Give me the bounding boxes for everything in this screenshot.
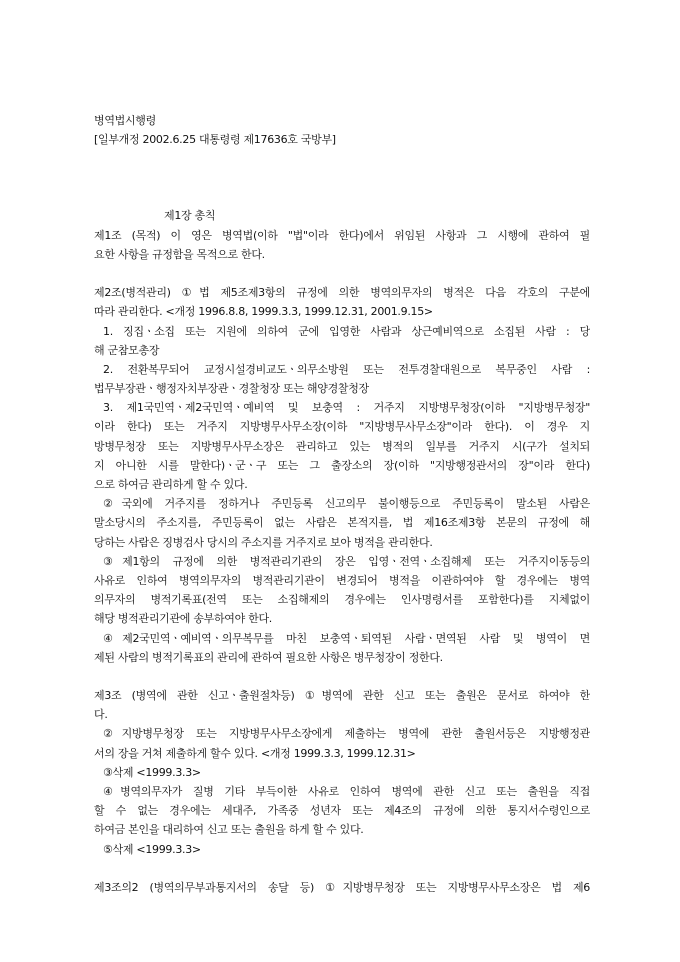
article-2-line: 제2조(병적관리) ①법 제5조제3항의 규정에 의한 병역의무자의 병적은 다음 각호의 구분에: [94, 286, 590, 300]
article-2-item-3: 이라 한다) 또는 거주지 지방병무사무소장(이하 "지방병무사무소장"이라 한다). 이 경우 지: [94, 420, 590, 434]
law-title: 병역법시행령: [94, 114, 156, 127]
article-2-item-3: 3. 제1국민역ㆍ제2국민역ㆍ예비역 및 보충역 : 거주지 지방병무청장(이하 "지방병무청장": [103, 401, 590, 415]
article-3-paragraph-4: 할 수 없는 경우에는 세대주, 가족중 성년자 또는 제4조의 규정에 의한 통지서수령인으로: [94, 804, 590, 818]
article-3-2-line: 제3조의2 (병역의무부과통지서의 송달 등) ①지방병무청장 또는 지방병무사무소장은 법 제6: [94, 880, 590, 894]
chapter-heading: 제1장 총칙: [164, 209, 216, 223]
article-2-paragraph-3: ③제1항의 규정에 의한 병적관리기관의 장은 입영ㆍ전역ㆍ소집해제 또는 거주지이동등의: [103, 554, 590, 568]
spacer: [94, 149, 590, 206]
article-2-paragraph-2: 당하는 사람은 징병검사 당시의 주소지를 거주지로 보아 병적을 관리한다.: [94, 535, 433, 549]
article-2-paragraph-3: 사유로 인하여 병역의무자의 병적관리기관이 변경되어 병적을 이관하여야 할 경우에는 병역: [94, 573, 590, 587]
article-3-paragraph-5: ⑤삭제 <1999.3.3>: [103, 842, 201, 856]
article-1-line: 제1조 (목적) 이 영은 병역법(이하 "법"이라 한다)에서 위임된 사항과 그 시행에 관하여 필: [94, 228, 590, 242]
article-2-item-3: 지 아니한 시를 말한다)ㆍ군ㆍ구 또는 그 출장소의 장(이하 "지방행정관서의 장"이라 한다): [94, 458, 590, 472]
article-2-paragraph-4: 제된 사람의 병적기록표의 관리에 관하여 필요한 사항은 병무청장이 정한다.: [94, 650, 443, 664]
article-3-line: 다.: [94, 708, 108, 722]
article-2-item-3: 방병무청장 또는 지방병무사무소장은 관리하고 있는 병적의 일부를 거주지 시(구가 설치되: [94, 439, 590, 453]
article-2-line: 따라 관리한다. <개정 1996.8.8, 1999.3.3, 1999.12.31, 2001.9.15>: [94, 305, 433, 319]
article-2-paragraph-3: 의무자의 병적기록표(전역 또는 소집해제의 경우에는 인사명령서를 포함한다)를 지체없이: [94, 593, 590, 607]
article-2-item-2: 법무부장관ㆍ행정자치부장관ㆍ경찰청장 또는 해양경찰청장: [94, 382, 369, 396]
article-2-paragraph-2: 말소당시의 주소지를, 주민등록이 없는 사람은 본적지를, 법 제16조제3항 본문의 규정에 해: [94, 516, 590, 530]
article-3-paragraph-4: 하여금 본인을 대리하여 신고 또는 출원을 하게 할 수 있다.: [94, 823, 364, 837]
article-2-item-2: 2. 전환복무되어 교정시설경비교도ㆍ의무소방원 또는 전투경찰대원으로 복무중인 사람 :: [103, 362, 590, 376]
article-3-paragraph-2: ②지방병무청장 또는 지방병무사무소장에게 제출하는 병역에 관한 출원서등은 지방행정관: [103, 727, 590, 741]
article-3-line: 제3조 (병역에 관한 신고ㆍ출원절차등) ①병역에 관한 신고 또는 출원은 문서로 하여야 한: [94, 689, 590, 703]
article-2-paragraph-4: ④제2국민역ㆍ예비역ㆍ의무복무를 마친 보충역ㆍ퇴역된 사람ㆍ면역된 사람 및 병역이 면: [103, 631, 590, 645]
spacer: [94, 667, 590, 686]
article-2-item-3: 으로 하여금 관리하게 할 수 있다.: [94, 478, 248, 491]
article-3-paragraph-3: ③삭제 <1999.3.3>: [103, 765, 201, 779]
article-2-item-1: 해 군참모총장: [94, 343, 160, 357]
article-2-item-1: 1. 징집ㆍ소집 또는 지원에 의하여 군에 입영한 사람과 상근예비역으로 소집된 사람 : 당: [103, 324, 590, 338]
article-3-paragraph-2: 서의 장을 거쳐 제출하게 할수 있다. <개정 1999.3.3, 1999.12.31>: [94, 746, 416, 760]
spacer: [94, 264, 590, 283]
article-1-line: 요한 사항을 규정함을 목적으로 한다.: [94, 247, 265, 261]
revision-note: [일부개정 2002.6.25 대통령령 제17636호 국방부]: [94, 133, 336, 147]
spacer: [94, 859, 590, 878]
article-2-paragraph-3: 해당 병적관리기관에 송부하여야 한다.: [94, 612, 273, 626]
article-3-paragraph-4: ④병역의무자가 질병 기타 부득이한 사유로 인하여 병역에 관한 신고 또는 출원을 직접: [103, 785, 590, 798]
article-2-paragraph-2: ②국외에 거주지를 정하거나 주민등록 신고의무 불이행등으로 주민등록이 말소된 사람은: [103, 497, 590, 511]
document-page: [94, 111, 590, 897]
